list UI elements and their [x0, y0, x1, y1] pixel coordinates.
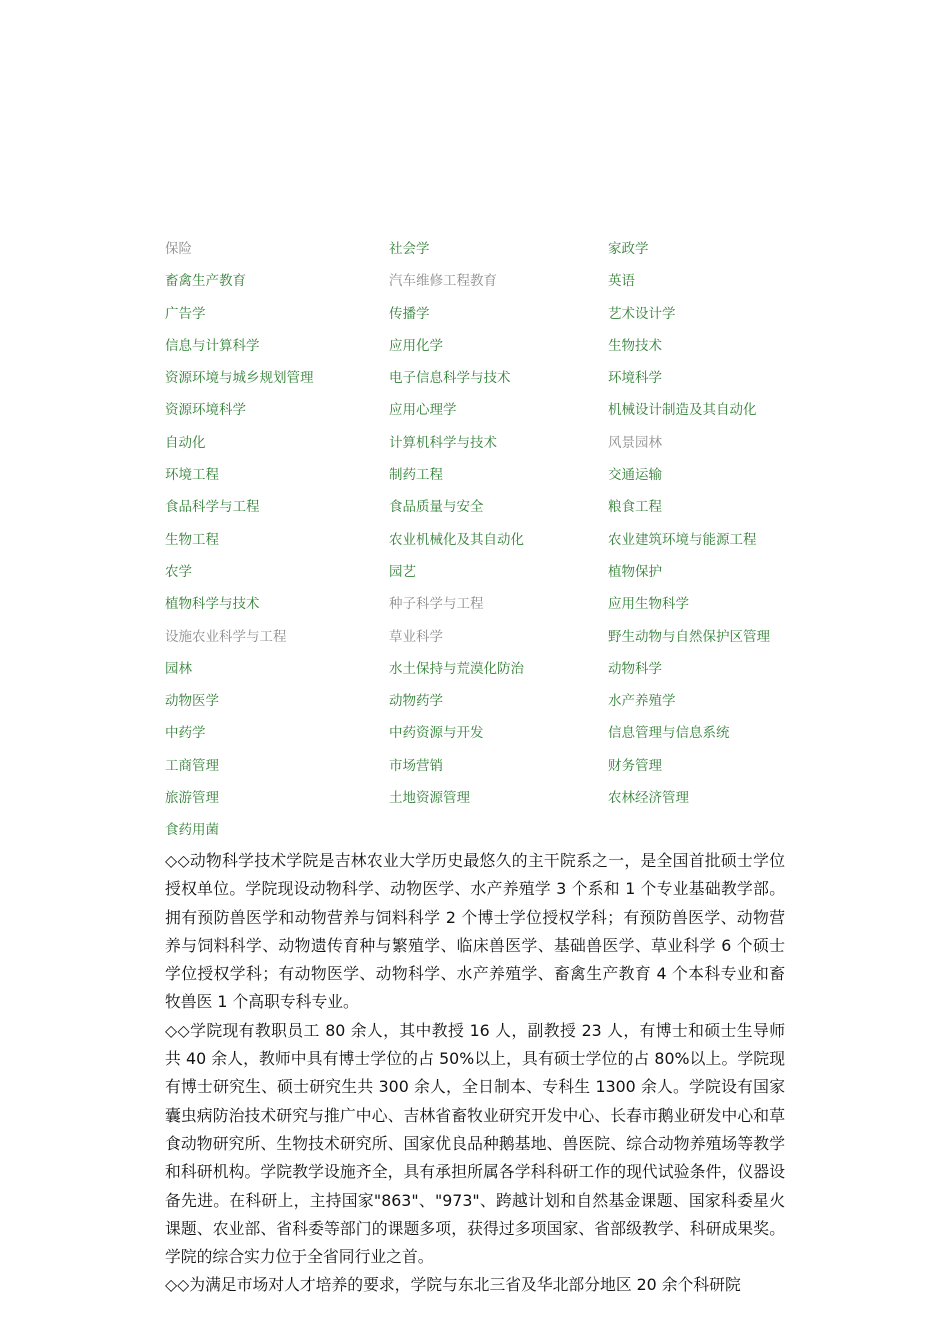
major-link[interactable]: 信息与计算科学: [165, 337, 260, 354]
major-link[interactable]: 应用心理学: [389, 402, 457, 419]
majors-row: [165, 717, 805, 749]
majors-row: [165, 524, 805, 556]
major-link: 种子科学与工程: [389, 596, 484, 613]
major-link: 风景园林: [608, 434, 662, 451]
major-link[interactable]: 财务管理: [608, 757, 662, 774]
major-link[interactable]: 农业机械化及其自动化: [389, 531, 524, 548]
major-link[interactable]: 环境工程: [165, 467, 219, 484]
intro-paragraph-2: ◇◇学院现有教职员工 80 余人，其中教授 16 人，副教授 23 人，有博士和硕士生导师共 40 余人，教师中具有博士学位的占 50%以上，具有硕士学位的占 80%以上。学院现有博士研究生、硕士研究生共 300 余人，全日制本、专科生 1300 余人。学院设有国家囊虫病防治技术研究与推广中心、吉林省畜牧业研究开发中心、长春市鹅业研发中心和草食动物研究所、生物技术研究所、国家优良品种鹅基地、兽医院、综合动物养殖场等教学和科研机构。学院教学设施齐全，具有承担所属各学科科研工作的现代试验条件，仪器设备先进。在科研上，主持国家"863"、"973"、跨越计划和自然基金课题、国家科委星火课题、农业部、省科委等部门的课题多项，获得过多项国家、省部级教学、科研成果奖。学院的综合实力位于全省同行业之首。: [165, 1020, 785, 1267]
major-link[interactable]: 机械设计制造及其自动化: [608, 402, 757, 419]
intro-paragraph-1: ◇◇动物科学技术学院是吉林农业大学历史最悠久的主干院系之一，是全国首批硕士学位授权单位。学院现设动物科学、动物医学、水产养殖学 3 个系和 1 个专业基础教学部。拥有预防兽医学和动物营养与饲料科学 2 个博士学位授权学科；有预防兽医学、动物营养与饲料科学、动物遗传育种与繁殖学、临床兽医学、基础兽医学、草业科学 6 个硕士学位授权学科；有动物医学、动物科学、水产养殖学、畜禽生产教育 4 个本科专业和畜牧兽医 1 个高职专科专业。: [165, 851, 785, 1012]
major-link[interactable]: 资源环境与城乡规划管理: [165, 370, 314, 387]
major-link[interactable]: 农业建筑环境与能源工程: [608, 531, 757, 548]
majors-row: [165, 233, 805, 265]
major-link[interactable]: 动物医学: [165, 693, 219, 710]
major-link[interactable]: 应用生物科学: [608, 596, 689, 613]
major-link[interactable]: 野生动物与自然保护区管理: [608, 628, 770, 645]
majors-row: [165, 362, 805, 394]
major-link[interactable]: 环境科学: [608, 370, 662, 387]
major-link[interactable]: 工商管理: [165, 757, 219, 774]
major-link[interactable]: 食品质量与安全: [389, 499, 484, 516]
majors-row: [165, 298, 805, 330]
major-link[interactable]: 信息管理与信息系统: [608, 725, 730, 742]
major-link: 草业科学: [389, 628, 443, 645]
major-link[interactable]: 自动化: [165, 434, 206, 451]
major-link[interactable]: 园林: [165, 660, 192, 677]
majors-row: [165, 653, 805, 685]
major-link[interactable]: 水产养殖学: [608, 693, 676, 710]
major-link[interactable]: 园艺: [389, 563, 416, 580]
major-link[interactable]: 动物科学: [608, 660, 662, 677]
major-link[interactable]: 应用化学: [389, 337, 443, 354]
major-link: 设施农业科学与工程: [165, 628, 287, 645]
major-link[interactable]: 交通运输: [608, 467, 662, 484]
major-link[interactable]: 动物药学: [389, 693, 443, 710]
majors-row: [165, 588, 805, 620]
college-introduction: [165, 847, 785, 1300]
majors-table: [165, 233, 805, 847]
majors-row: [165, 491, 805, 523]
majors-row: [165, 782, 805, 814]
major-link[interactable]: 传播学: [389, 305, 430, 322]
major-link: 保险: [165, 241, 192, 257]
major-link[interactable]: 农学: [165, 563, 192, 580]
major-link[interactable]: 植物保护: [608, 563, 662, 580]
majors-row: [165, 750, 805, 782]
major-link[interactable]: 食品科学与工程: [165, 499, 260, 516]
major-link[interactable]: 农林经济管理: [608, 790, 689, 807]
major-link[interactable]: 市场营销: [389, 757, 443, 774]
major-link[interactable]: 生物技术: [608, 337, 662, 354]
majors-row: [165, 814, 805, 846]
major-link[interactable]: 畜禽生产教育: [165, 273, 246, 290]
major-link[interactable]: 电子信息科学与技术: [389, 370, 511, 387]
major-link[interactable]: 粮食工程: [608, 499, 662, 516]
major-link[interactable]: 中药资源与开发: [389, 725, 484, 742]
major-link[interactable]: 植物科学与技术: [165, 596, 260, 613]
majors-row: [165, 685, 805, 717]
major-link[interactable]: 制药工程: [389, 467, 443, 484]
major-link[interactable]: 广告学: [165, 305, 206, 322]
major-link[interactable]: 资源环境科学: [165, 402, 246, 419]
majors-row: [165, 265, 805, 297]
majors-row: [165, 394, 805, 426]
major-link[interactable]: 生物工程: [165, 531, 219, 548]
major-link[interactable]: 艺术设计学: [608, 305, 676, 322]
major-link[interactable]: 英语: [608, 273, 635, 290]
major-link[interactable]: 中药学: [165, 725, 206, 742]
major-link[interactable]: 水土保持与荒漠化防治: [389, 660, 524, 677]
major-link[interactable]: 社会学: [389, 241, 430, 257]
majors-row: [165, 556, 805, 588]
major-link[interactable]: 食药用菌: [165, 822, 219, 839]
major-link: 汽车维修工程教育: [389, 273, 497, 290]
major-link[interactable]: 家政学: [608, 241, 649, 257]
major-link[interactable]: 旅游管理: [165, 790, 219, 807]
major-link[interactable]: 计算机科学与技术: [389, 434, 497, 451]
majors-row: [165, 459, 805, 491]
intro-paragraph-3: ◇◇为满足市场对人才培养的要求，学院与东北三省及华北部分地区 20 余个科研院: [165, 1275, 741, 1295]
majors-row: [165, 427, 805, 459]
majors-row: [165, 330, 805, 362]
majors-row: [165, 621, 805, 653]
major-link[interactable]: 土地资源管理: [389, 790, 470, 807]
